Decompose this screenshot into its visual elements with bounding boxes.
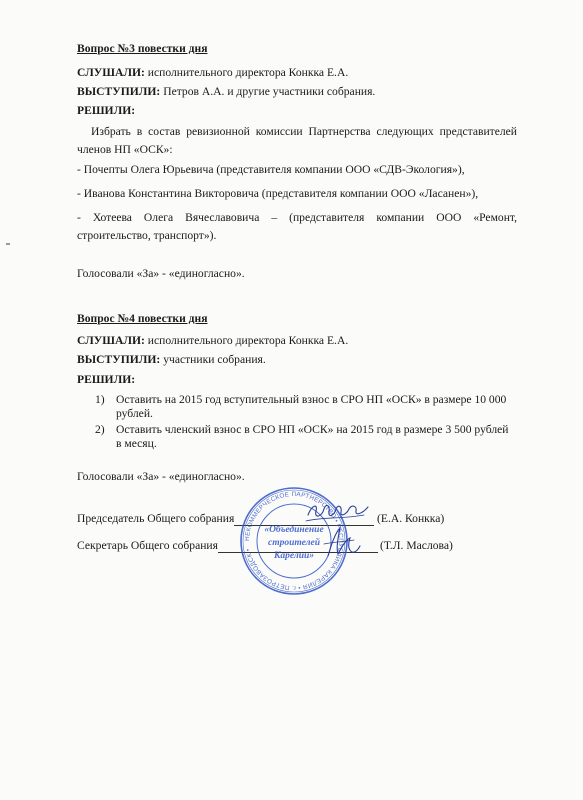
- chair-signature: [302, 497, 372, 525]
- q4-heard: [77, 334, 348, 348]
- q3-heading: Вопрос №3 повестки дня: [77, 42, 208, 55]
- q4-decision-item-1-number: 1): [95, 393, 105, 406]
- q3-member-2: - Ивановa Константина Викторовича (представителя компании ООО «Ласанен»),: [77, 187, 479, 200]
- q3-para1-line1: Избрать в состав ревизионной комиссии Партнерства следующих представителей: [91, 125, 517, 138]
- q3-spoke: [77, 85, 375, 99]
- seal-center-line-3: Карелии»: [273, 551, 315, 561]
- q3-member-3-line2: строительство, транспорт»).: [77, 229, 217, 242]
- scan-speck: [6, 243, 10, 245]
- q4-decision-item-2-line2: в месяц.: [116, 437, 157, 451]
- q4-decision-item-2-number: 2): [95, 423, 105, 436]
- q3-heard-label: СЛУШАЛИ:: [77, 66, 145, 79]
- q4-decided-label: РЕШИЛИ:: [77, 373, 136, 386]
- seal-ring-text: НЕКОММЕРЧЕСКОЕ ПАРТНЕРСТВО • РЕСПУБЛИКА КАРЕЛИЯ • г. ПЕТРОЗАВОДСК •: [243, 490, 345, 592]
- q4-decision-item-1-line1: Оставить на 2015 год вступительный взнос в СРО НП «ОСК» в размере 10 000: [116, 393, 507, 406]
- q3-spoke-label: ВЫСТУПИЛИ:: [77, 85, 161, 98]
- secretary-signature: [318, 522, 362, 562]
- q4-decision-item-1-line2: рублей.: [116, 407, 153, 421]
- secretary-name: (Т.Л. Маслова): [380, 539, 453, 552]
- q4-heard-label: СЛУШАЛИ:: [77, 334, 145, 347]
- q3-decided-label: РЕШИЛИ:: [77, 104, 136, 117]
- seal-center-line-1: «Объединение: [264, 525, 324, 535]
- seal-center-line-2: строителей: [267, 538, 321, 548]
- q3-heard-text: исполнительного директора Конкка Е.А.: [144, 66, 349, 79]
- chair-label: Председатель Общего собрания: [77, 512, 235, 525]
- q3-member-1: - Почепты Олега Юрьевича (представителя компании ООО «СДВ-Экология»),: [77, 163, 465, 176]
- q3-vote: Голосовали «За» - «единогласно».: [77, 267, 245, 280]
- q4-heard-text: исполнительного директора Конкка Е.А.: [144, 334, 349, 347]
- q4-vote: Голосовали «За» - «единогласно».: [77, 470, 245, 483]
- q4-spoke-text: участники собрания.: [160, 353, 266, 366]
- q4-spoke-label: ВЫСТУПИЛИ:: [77, 353, 161, 366]
- q4-heading: Вопрос №4 повестки дня: [77, 312, 208, 325]
- secretary-label: Секретарь Общего собрания: [77, 539, 218, 552]
- q3-heard: [77, 66, 348, 80]
- q4-spoke: [77, 353, 266, 367]
- q3-para1-line2: членов НП «ОСК»:: [77, 143, 173, 156]
- q3-spoke-text: Петров А.А. и другие участники собрания.: [160, 85, 376, 98]
- q3-member-3-line1: - Хотеева Олега Вячеславовича – (представителя компании ООО «Ремонт,: [77, 211, 517, 224]
- q4-decision-item-2-line1: Оставить членский взнос в СРО НП «ОСК» на 2015 год в размере 3 500 рублей: [116, 423, 509, 436]
- chair-name: (Е.А. Конкка): [377, 512, 445, 525]
